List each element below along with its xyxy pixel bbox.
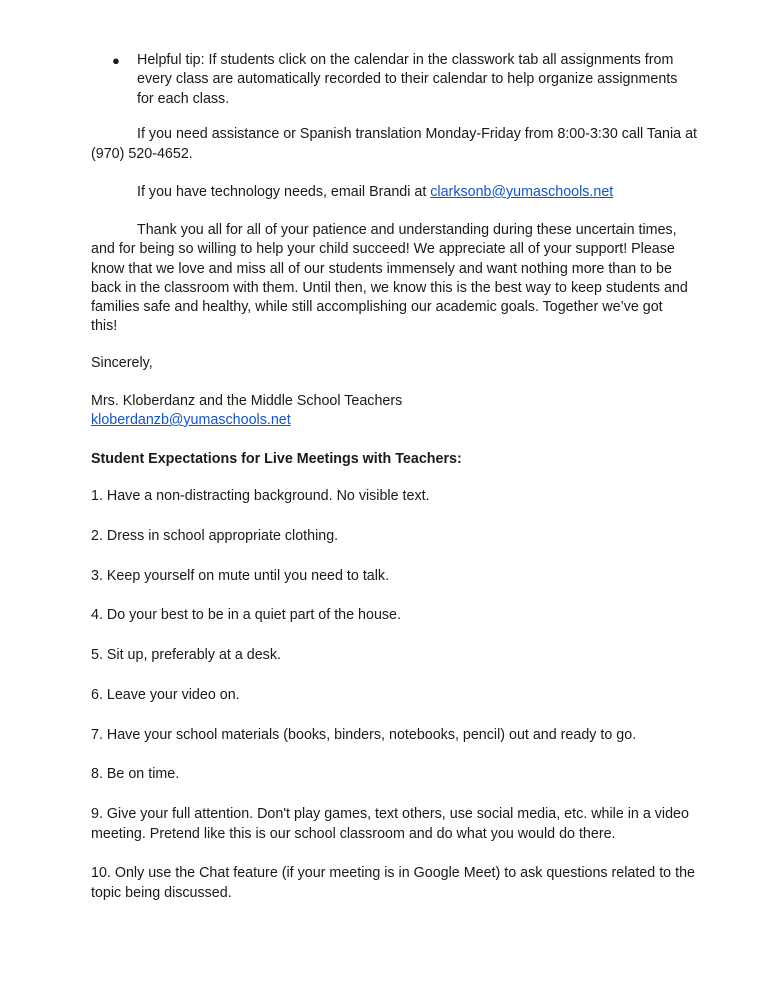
expectation-item-9-line-2: meeting. Pretend like this is our school classroom and do what you would do there. — [91, 826, 616, 842]
tip-line-3: for each class. — [137, 91, 230, 107]
technology-paragraph — [137, 185, 613, 199]
signature-email-link[interactable] — [91, 413, 291, 427]
signature: Mrs. Kloberdanz and the Middle School Teachers — [91, 393, 403, 409]
expectation-item-10-line-1: 10. Only use the Chat feature (if your meeting is in Google Meet) to ask questions related to the — [91, 865, 695, 881]
signature-email[interactable]: kloberdanzb@yumaschools.net — [91, 412, 291, 428]
thanks-line-5: families safe and healthy, while still accomplishing our academic goals. Together we’ve got — [91, 299, 663, 315]
expectations-heading: Student Expectations for Live Meetings with Teachers: — [91, 451, 462, 467]
expectation-item: 3. Keep yourself on mute until you need to talk. — [91, 568, 390, 584]
thanks-line-6: this! — [91, 318, 118, 334]
assistance-line-1: If you need assistance or Spanish translation Monday-Friday from 8:00-3:30 call Tania at — [137, 126, 698, 142]
tip-line-2: every class are automatically recorded to their calendar to help organize assignments — [137, 71, 678, 87]
tip-line-1: Helpful tip: If students click on the calendar in the classwork tab all assignments from — [137, 52, 674, 68]
expectation-item: 6. Leave your video on. — [91, 687, 240, 703]
salutation: Sincerely, — [91, 355, 153, 371]
expectation-item: 8. Be on time. — [91, 766, 180, 782]
expectation-item: 7. Have your school materials (books, binders, notebooks, pencil) out and ready to go. — [91, 727, 637, 743]
expectation-item: 2. Dress in school appropriate clothing. — [91, 528, 339, 544]
thanks-line-3: know that we love and miss all of our students immensely and want nothing more than to be — [91, 261, 672, 277]
technology-text: If you have technology needs, email Brandi at — [137, 184, 431, 200]
expectation-item: 4. Do your best to be in a quiet part of the house. — [91, 607, 401, 623]
thanks-line-2: and for being so willing to help your child succeed! We appreciate all of your support! Please — [91, 241, 675, 257]
expectation-item-9-line-1: 9. Give your full attention. Don't play games, text others, use social media, etc. while in a video — [91, 806, 689, 822]
assistance-line-2: (970) 520-4652. — [91, 146, 193, 162]
technology-email-link[interactable]: clarksonb@yumaschools.net — [430, 184, 614, 200]
expectation-item-10-line-2: topic being discussed. — [91, 885, 232, 901]
bullet-icon: ● — [112, 53, 120, 68]
thanks-line-4: back in the classroom with them. Until then, we know this is the best way to keep students and — [91, 280, 688, 296]
expectation-item: 5. Sit up, preferably at a desk. — [91, 647, 281, 663]
expectation-item: 1. Have a non-distracting background. No visible text. — [91, 488, 430, 504]
thanks-line-1: Thank you all for all of your patience and understanding during these uncertain times, — [137, 222, 677, 238]
